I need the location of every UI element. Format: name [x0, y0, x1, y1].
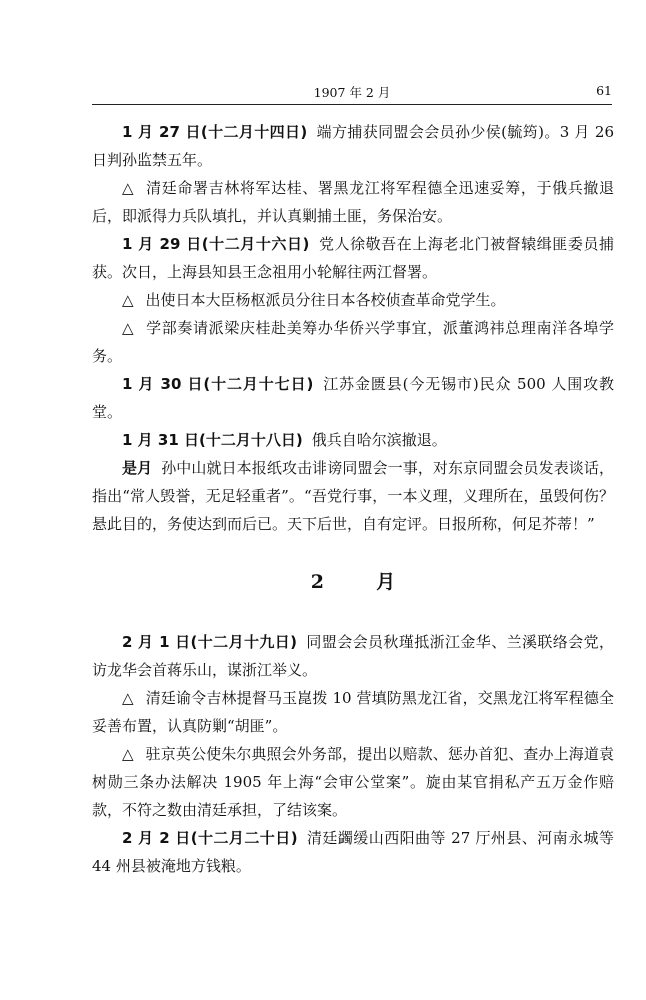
entry-date: 1 月 27 日(十二月十四日) — [122, 123, 308, 141]
triangle-marker-icon: △ — [122, 689, 134, 707]
entry-text: 江苏金匮县(今无锡市)民众 500 人围攻教堂。 — [92, 375, 614, 421]
entry-text: 同盟会会员秋瑾抵浙江金华、兰溪联络会党，访龙华会首蒋乐山，谋浙江举义。 — [92, 633, 614, 679]
chronicle-entry — [92, 370, 614, 426]
triangle-marker-icon: △ — [122, 179, 135, 197]
triangle-marker-icon: △ — [122, 319, 135, 337]
chronicle-entry — [92, 174, 614, 230]
chronicle-entry — [92, 628, 614, 684]
entry-text: 清廷命署吉林将军达桂、署黑龙江将军程德全迅速妥筹，于俄兵撤退后，即派得力兵队填扎，并认真剿捕土匪，务保治安。 — [92, 179, 614, 225]
triangle-marker-icon: △ — [122, 745, 134, 763]
chronicle-entry — [92, 230, 614, 286]
chronicle-entry — [92, 684, 614, 740]
entry-date: 1 月 29 日(十二月十六日) — [122, 235, 310, 253]
entry-text: 清廷蠲缓山西阳曲等 27 厅州县、河南永城等 44 州县被淹地方钱粮。 — [92, 829, 614, 875]
triangle-marker-icon: △ — [122, 291, 134, 309]
chronicle-entry — [92, 740, 614, 824]
entry-text: 出使日本大臣杨枢派员分往日本各校侦查革命党学生。 — [145, 291, 506, 309]
entry-text: 清廷谕令吉林提督马玉崑拨 10 营填防黑龙江省，交黑龙江将军程德全妥善布置，认真防剿“胡匪”。 — [92, 689, 614, 735]
chronicle-entry — [92, 118, 614, 174]
entry-date: 是月 — [122, 459, 153, 477]
page-number: 61 — [596, 83, 612, 98]
body-text — [92, 118, 614, 880]
entry-text: 俄兵自哈尔滨撤退。 — [311, 431, 447, 449]
section-heading-february: 2 月 — [310, 571, 419, 593]
entry-date: 1 月 31 日(十二月十八日) — [122, 431, 303, 449]
entry-text: 驻京英公使朱尔典照会外务部，提出以赔款、惩办首犯、查办上海道袁树勋三条办法解决 1905 年上海“会审公堂案”。旋由某官捐私产五万金作赔款，不符之数由清廷承担，了结该案。 — [92, 745, 614, 819]
entry-date: 2 月 2 日(十二月二十日) — [122, 829, 298, 847]
header-title: 1907 年 2 月 — [313, 85, 391, 100]
entry-date: 1 月 30 日(十二月十七日) — [122, 375, 314, 393]
entry-date: 2 月 1 日(十二月十九日) — [122, 633, 298, 651]
chronicle-entry — [92, 314, 614, 370]
entry-text: 孙中山就日本报纸攻击诽谤同盟会一事，对东京同盟会员发表谈话，指出“常人毁誉，无足轻重者”。“吾党行事，一本义理，义理所在，虽毁何伤？悬此目的，务使达到而后已。天下后世，自有定评。日报所称，何足芥蒂！” — [92, 459, 614, 533]
chronicle-entry — [92, 454, 614, 538]
entry-text: 党人徐敬吾在上海老北门被督辕缉匪委员捕获。次日，上海县知县王念祖用小轮解往两江督署。 — [92, 235, 614, 281]
chronicle-entry — [92, 824, 614, 880]
january-entries — [92, 118, 614, 538]
chronicle-entry — [92, 426, 614, 454]
chronicle-entry — [92, 286, 614, 314]
february-entries — [92, 628, 614, 880]
running-header — [92, 80, 612, 105]
entry-text: 学部奏请派梁庆桂赴美筹办华侨兴学事宜，派董鸿祎总理南洋各埠学务。 — [92, 319, 614, 365]
entry-text: 端方捕获同盟会会员孙少侯(毓筠)。3 月 26 日判孙监禁五年。 — [92, 123, 614, 169]
